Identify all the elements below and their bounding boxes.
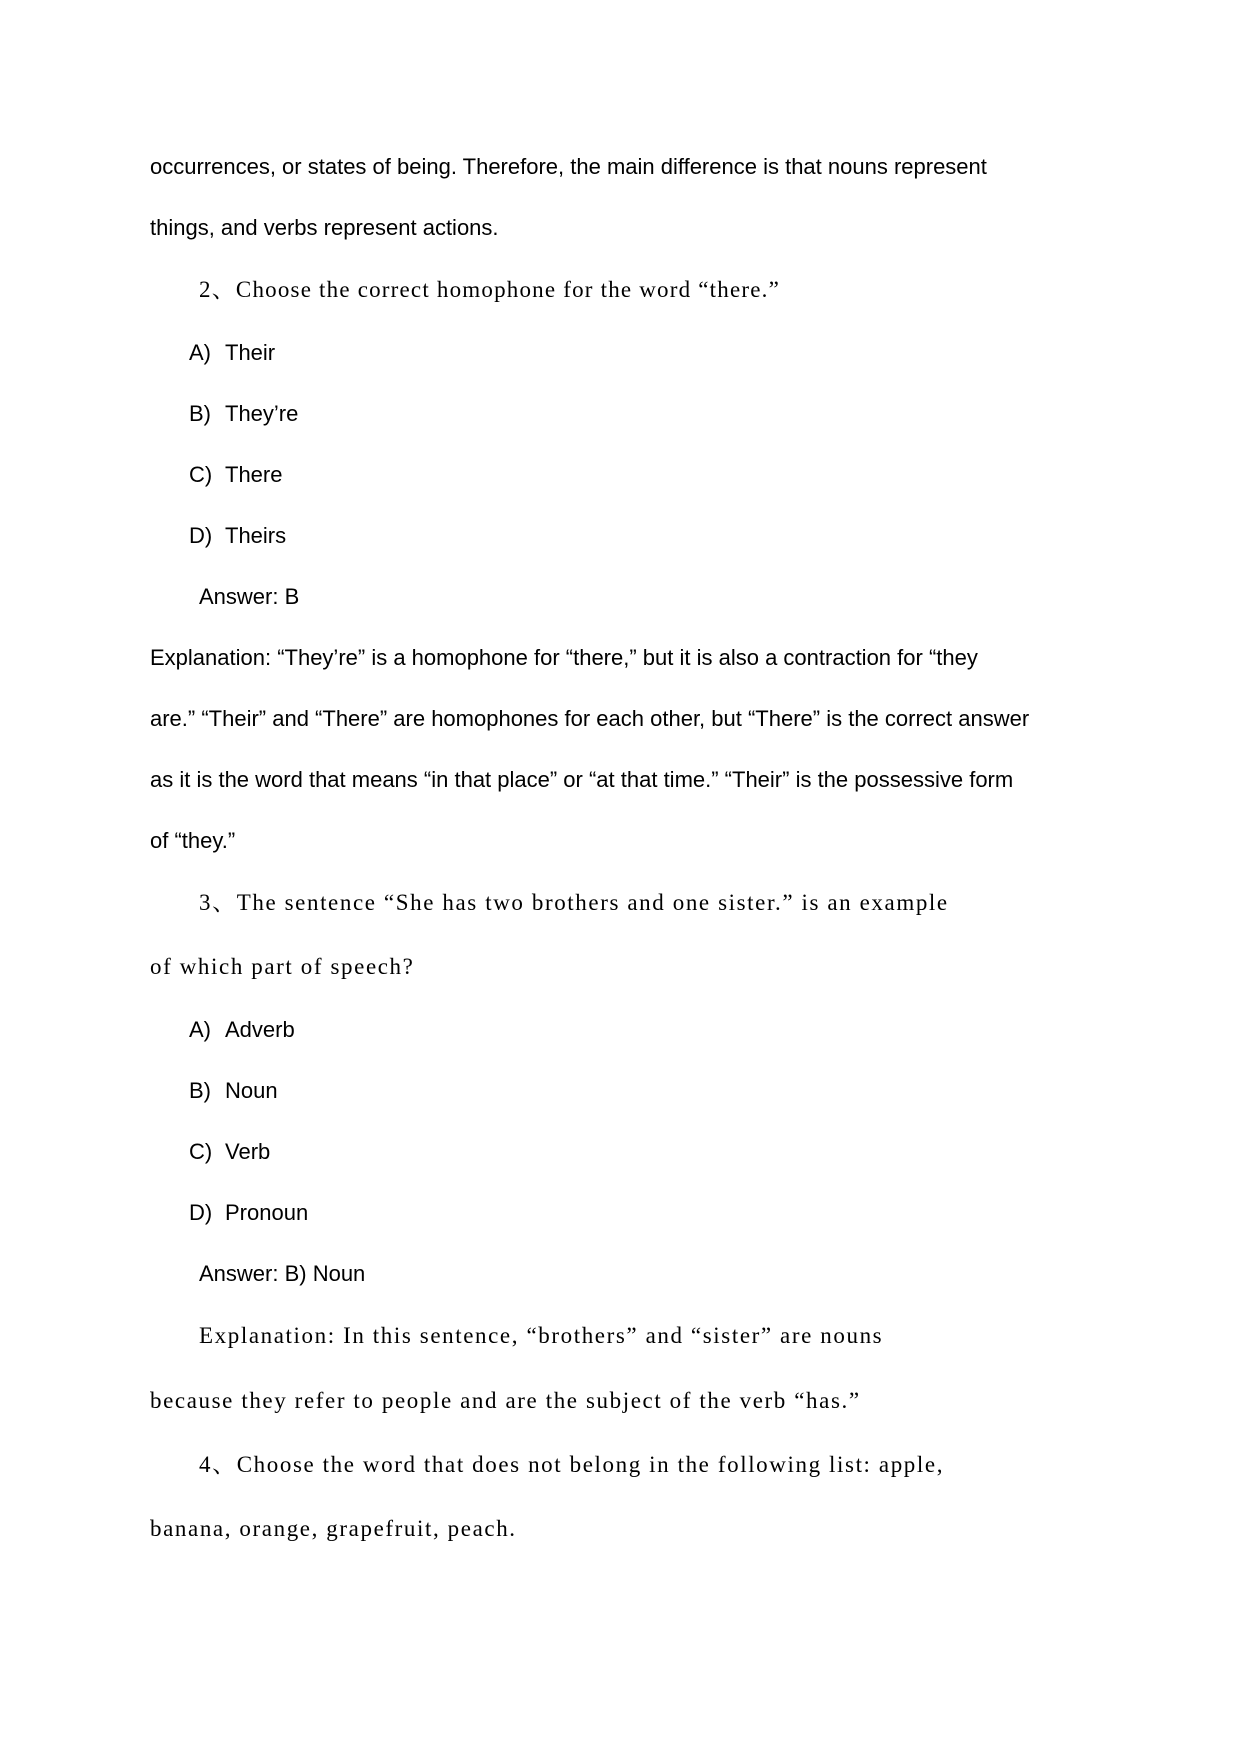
q3-option-a-letter: A) <box>189 1017 211 1042</box>
q3-option-c-letter: C) <box>189 1139 213 1164</box>
q3-option-b-letter: B) <box>189 1078 211 1103</box>
q2-option-b-letter: B) <box>189 401 211 426</box>
q3-option-d-text: Pronoun <box>225 1200 309 1225</box>
q2-option-a-text: Their <box>225 340 276 365</box>
q2-option-a <box>189 342 589 368</box>
question-3-text-line-1: 3、The sentence “She has two brothers and one sister.” is an example <box>199 890 949 915</box>
q2-answer: Answer: B <box>199 584 300 609</box>
q3-explanation-line-2: because they refer to people and are the subject of the verb “has.” <box>150 1388 861 1413</box>
q2-option-b <box>189 403 589 429</box>
q2-option-d <box>189 525 589 551</box>
q2-option-c <box>189 464 589 490</box>
q3-explanation-line-1: Explanation: In this sentence, “brothers” and “sister” are nouns <box>199 1323 884 1348</box>
q3-option-d <box>189 1202 589 1228</box>
question-4-text-line-1: 4、Choose the word that does not belong in the following list: apple, <box>199 1452 945 1477</box>
q3-option-b <box>189 1080 589 1106</box>
q3-option-a-text: Adverb <box>225 1017 295 1042</box>
q2-option-b-text: They’re <box>225 401 299 426</box>
question-3-text-line-2: of which part of speech? <box>150 954 415 979</box>
q2-option-a-letter: A) <box>189 340 211 365</box>
q2-explanation-line-4: of “they.” <box>150 828 236 853</box>
intro-line-1: occurrences, or states of being. Therefore, the main difference is that nouns represent <box>150 154 987 179</box>
q2-explanation-line-3: as it is the word that means “in that place” or “at that time.” “Their” is the possessive form <box>150 767 1014 792</box>
question-2-text: 2、Choose the correct homophone for the word “there.” <box>199 277 781 302</box>
q3-option-c-text: Verb <box>225 1139 271 1164</box>
q3-option-a <box>189 1019 589 1045</box>
q3-answer: Answer: B) Noun <box>199 1261 366 1286</box>
intro-line-2: things, and verbs represent actions. <box>150 215 499 240</box>
q2-option-c-text: There <box>225 462 283 487</box>
q2-explanation-line-2: are.” “Their” and “There” are homophones for each other, but “There” is the correct answer <box>150 706 1030 731</box>
question-4-text-line-2: banana, orange, grapefruit, peach. <box>150 1516 517 1541</box>
q2-option-d-text: Theirs <box>225 523 287 548</box>
q3-option-c <box>189 1141 589 1167</box>
q2-option-c-letter: C) <box>189 462 213 487</box>
q3-option-d-letter: D) <box>189 1200 213 1225</box>
q2-option-d-letter: D) <box>189 523 213 548</box>
q3-option-b-text: Noun <box>225 1078 278 1103</box>
q2-explanation-line-1: Explanation: “They’re” is a homophone for “there,” but it is also a contraction for “they <box>150 645 978 670</box>
